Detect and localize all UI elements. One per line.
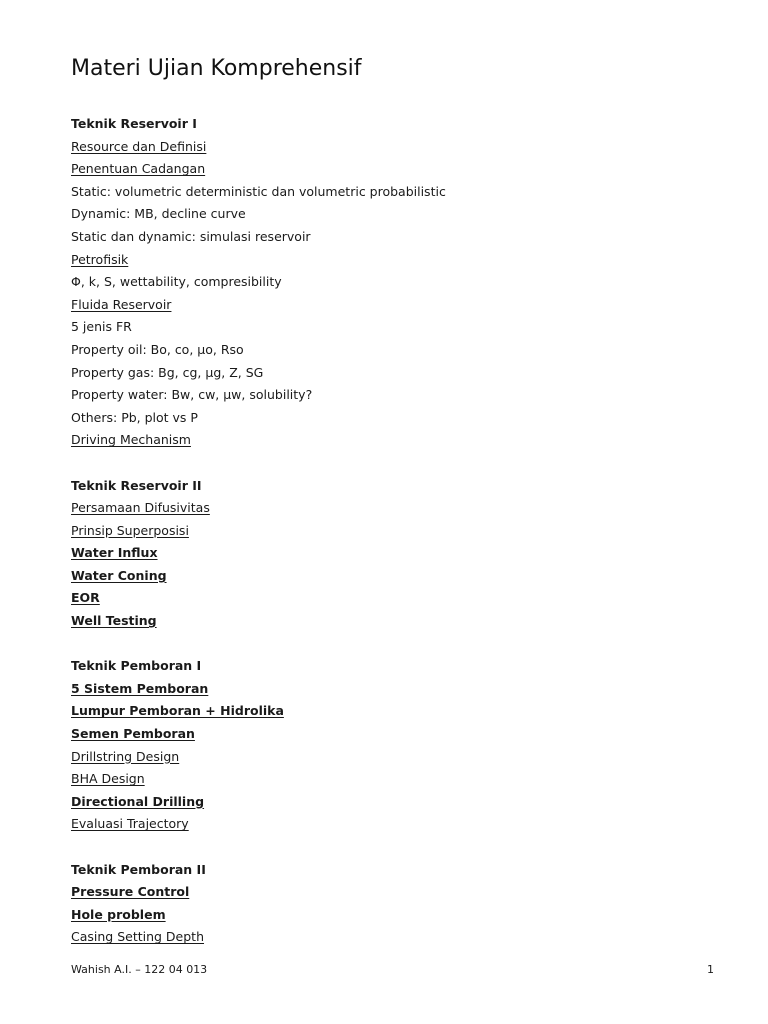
- footer-author: Wahish A.I. – 122 04 013: [71, 963, 208, 976]
- topic-link[interactable]: Pressure Control: [71, 884, 190, 900]
- topic-link[interactable]: Driving Mechanism: [71, 432, 191, 448]
- topic-text: Property oil: Bo, co, µo, Rso: [71, 341, 244, 357]
- section-spacer: [71, 452, 731, 475]
- topic-link[interactable]: EOR: [71, 590, 100, 606]
- topic-text: Dynamic: MB, decline curve: [71, 206, 246, 222]
- section-spacer: [71, 633, 731, 656]
- topic-link[interactable]: Fluida Reservoir: [71, 296, 172, 312]
- topic-link[interactable]: Drillstring Design: [71, 748, 180, 764]
- topic-link[interactable]: Lumpur Pemboran + Hidrolika: [71, 703, 284, 719]
- section-teknik-pemboran-1: [71, 655, 731, 836]
- topic-text: Static dan dynamic: simulasi reservoir: [71, 228, 311, 244]
- topic-link[interactable]: 5 Sistem Pemboran: [71, 680, 209, 696]
- document-content: [71, 113, 731, 949]
- topic-link[interactable]: Water Influx: [71, 545, 158, 561]
- document-title: Materi Ujian Komprehensif: [71, 56, 362, 81]
- topic-link[interactable]: Well Testing: [71, 613, 157, 629]
- topic-link[interactable]: BHA Design: [71, 771, 145, 787]
- topic-text: Static: volumetric deterministic dan volumetric probabilistic: [71, 183, 446, 199]
- topic-link[interactable]: Resource dan Definisi: [71, 138, 207, 154]
- topic-text: 5 jenis FR: [71, 319, 132, 335]
- topic-link[interactable]: Petrofisik: [71, 251, 129, 267]
- section-heading: Teknik Pemboran II: [71, 861, 206, 877]
- topic-link[interactable]: Directional Drilling: [71, 793, 205, 809]
- section-heading: Teknik Reservoir I: [71, 116, 197, 131]
- section-heading: Teknik Pemboran I: [71, 658, 202, 674]
- topic-text: Φ, k, S, wettability, compresibility: [71, 274, 282, 290]
- footer-page-number: 1: [707, 963, 714, 976]
- topic-link[interactable]: Hole problem: [71, 906, 166, 922]
- topic-link[interactable]: Prinsip Superposisi: [71, 522, 189, 538]
- topic-link[interactable]: Semen Pemboran: [71, 726, 195, 742]
- topic-link[interactable]: Persamaan Difusivitas: [71, 500, 210, 516]
- section-spacer: [71, 836, 731, 859]
- topic-text: Property water: Bw, cw, µw, solubility?: [71, 387, 313, 403]
- section-heading: Teknik Reservoir II: [71, 477, 202, 493]
- topic-text: Others: Pb, plot vs P: [71, 409, 198, 425]
- topic-link[interactable]: Casing Setting Depth: [71, 929, 205, 945]
- section-teknik-reservoir-1: [71, 113, 731, 452]
- section-teknik-reservoir-2: [71, 475, 731, 633]
- topic-link[interactable]: Evaluasi Trajectory: [71, 816, 189, 832]
- topic-text: Property gas: Bg, cg, µg, Z, SG: [71, 364, 264, 380]
- section-teknik-pemboran-2: [71, 859, 731, 949]
- document-page: [71, 0, 731, 1024]
- topic-link[interactable]: Penentuan Cadangan: [71, 161, 206, 177]
- topic-link[interactable]: Water Coning: [71, 567, 167, 583]
